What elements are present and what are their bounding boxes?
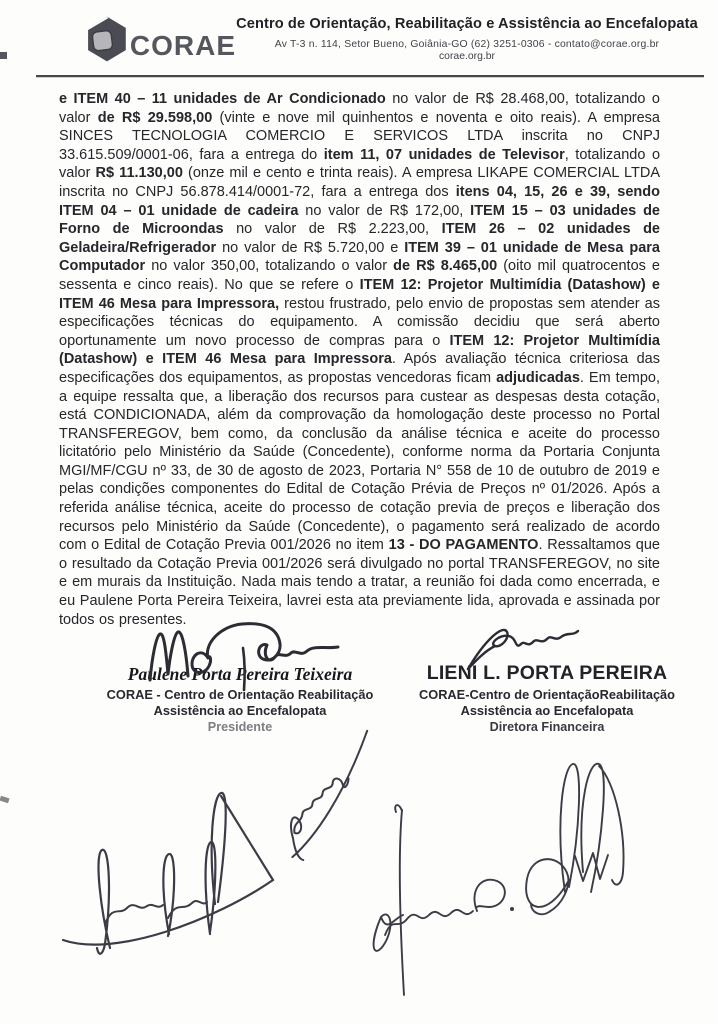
scan-artifact — [0, 796, 10, 804]
paulene-signature-scribble-icon — [142, 618, 347, 692]
handwritten-signature-1 — [55, 782, 295, 968]
org-name: Centro de Orientação, Reabilitação e Assistência ao Encefalopata — [236, 16, 698, 32]
corae-hexagon-cube-icon — [86, 9, 128, 69]
document-header — [0, 0, 718, 78]
header-divider — [36, 75, 704, 77]
signatory-org-line2: Assistência ao Encefalopata — [153, 703, 327, 718]
signatory-role: Diretora Financeira — [489, 720, 605, 734]
org-website: corae.org.br — [438, 51, 496, 62]
scan-artifact — [0, 52, 7, 59]
signatory-name: LIENI L. PORTA PEREIRA — [426, 662, 668, 684]
body-paragraph: e ITEM 40 – 11 unidades de Ar Condicionado no valor de R$ 28.468,00, totalizando o valor de R$ 29.598,00 (vinte e nove mil quinhentos e noventa e oito reais). A empresa SINCES TECNOLOGIA COMERCIO E SERVICOS LTDA inscrita no CNPJ 33.615.509/0001-06, fara a entrega do item 11, 07 unidades de Televisor, totalizando o valor R$ 11.130,00 (onze mil e cento e trinta reais). A empresa LIKAPE COMERCIAL LTDA inscrita no CNPJ 56.878.414/0001-72, fara a entrega dos itens 04, 15, 26 e 39, sendo ITEM 04 – 01 unidade de cadeira no valor de R$ 172,00, ITEM 15 – 03 unidades de Forno de Microondas no valor de R$ 2.223,00, ITEM 26 – 02 unidades de Geladeira/Refrigerador no valor de R$ 5.720,00 e ITEM 39 – 01 unidade de Mesa para Computador no valor 350,00, totalizando o valor de R$ 8.465,00 (oito mil quatrocentos e sessenta e cinco reais). No que se refere o ITEM 12: Projetor Multimídia (Datashow) e ITEM 46 Mesa para Impressora, restou frustrado, pelo envio de propostas sem atender as especificações técnicas do equipamento. A comissão decidiu que será aberto oportunamente um novo processo de compras para o ITEM 12: Projetor Multimídia (Datashow) e ITEM 46 Mesa para Impressora. Após avaliação técnica criteriosa das especificações dos equipamentos, as propostas vencedoras ficam adjudicadas. Em tempo, a equipe ressalta que, a liberação dos recursos para custear as despesas desta cotação, está CONDICIONADA, além da comprovação da homologação deste processo no Portal TRANSFEREGOV, bem como, da conclusão da análise técnica e aceite do processo licitatório pelo Ministério da Saúde (Concedente), conforme norma da Portaria Conjunta MGI/MF/CGU nº 33, de 30 de agosto de 2023, Portaria N° 558 de 10 de outubro de 2019 e pelas condições componentes do Edital de Cotação Prévia de Preços nº 01/2026. Após a referida análise técnica, aceite do processo de cotação previa de preços e liberação dos recursos pelo Ministério da Saúde (Concedente), o pagamento será realizado de acordo com o Edital de Cotação Previa 001/2026 no item 13 - DO PAGAMENTO. Ressaltamos que o resultado da Cotação Previa 001/2026 será divulgado no portal TRANSFEREGOV, no site e em murais da Instituição. Nada mais tendo a tratar, a reunião foi dada como encerrada, e eu Paulene Porta Pereira Teixeira, lavrei esta ata previamente lida, aprovada e assinada por todos os presentes. — [59, 91, 661, 628]
signatory-name: Paulene Porta Pereira Teixeira — [127, 664, 353, 684]
handwritten-signature-4 — [505, 740, 653, 956]
signatory-role: Presidente — [207, 720, 273, 734]
corae-logo — [86, 8, 236, 70]
logo-text: CORAE — [129, 30, 236, 61]
org-address: Av T-3 n. 114, Setor Bueno, Goiânia-GO (62) 3251-0306 - contato@corae.org.br — [274, 39, 660, 50]
signature-stamp-lieni — [388, 662, 706, 734]
signatory-org-line2: Assistência ao Encefalopata — [460, 703, 634, 718]
lieni-signature-scribble-icon — [463, 620, 591, 672]
signatory-org-line1: CORAE-Centro de OrientaçãoReabilitação — [419, 687, 675, 702]
signatory-org-line1: CORAE - Centro de Orientação Reabilitação — [106, 687, 374, 702]
handwritten-signature-3 — [355, 795, 525, 1009]
